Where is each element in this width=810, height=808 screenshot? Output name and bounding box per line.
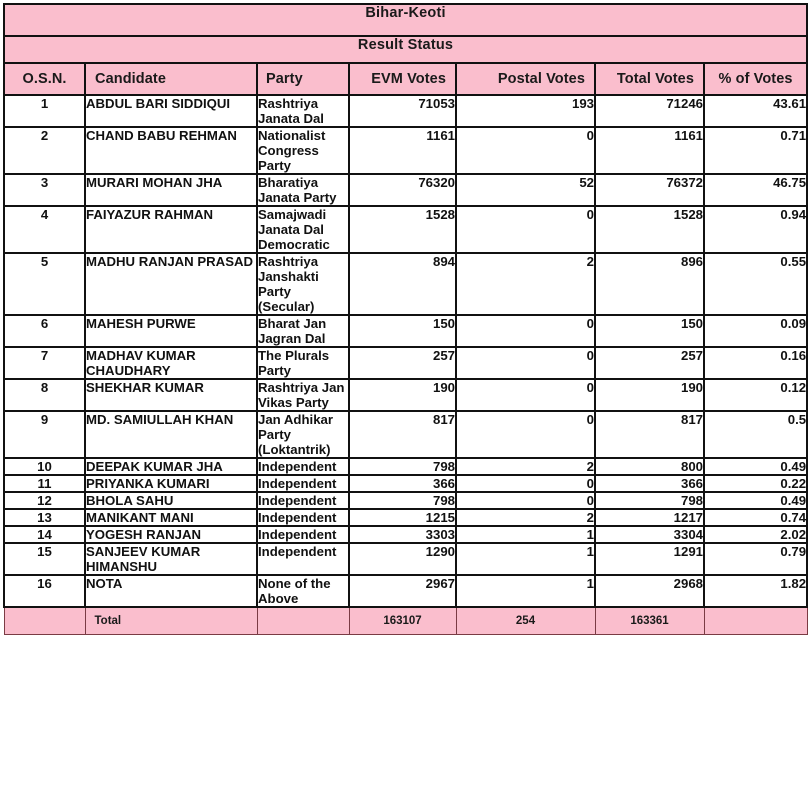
- cell-candidate: SANJEEV KUMAR HIMANSHU: [85, 543, 257, 575]
- cell-party: Samajwadi Janata Dal Democratic: [257, 206, 349, 253]
- cell-total-votes: 1161: [595, 127, 704, 174]
- cell-total-votes: 2968: [595, 575, 704, 607]
- cell-total-votes: 1291: [595, 543, 704, 575]
- column-header-postal-votes: Postal Votes: [456, 63, 595, 95]
- cell-percent-votes: 0.5: [704, 411, 807, 458]
- cell-total-votes: 896: [595, 253, 704, 315]
- cell-percent-votes: 0.09: [704, 315, 807, 347]
- cell-candidate: MURARI MOHAN JHA: [85, 174, 257, 206]
- cell-candidate: CHAND BABU REHMAN: [85, 127, 257, 174]
- cell-evm-votes: 1290: [349, 543, 456, 575]
- cell-evm-votes: 1528: [349, 206, 456, 253]
- cell-percent-votes: 0.49: [704, 492, 807, 509]
- cell-osn: 1: [4, 95, 85, 127]
- cell-percent-votes: 0.71: [704, 127, 807, 174]
- cell-candidate: SHEKHAR KUMAR: [85, 379, 257, 411]
- title-row: [4, 4, 807, 36]
- cell-total-votes: 800: [595, 458, 704, 475]
- cell-evm-votes: 3303: [349, 526, 456, 543]
- table-row: [4, 253, 807, 315]
- cell-candidate: MANIKANT MANI: [85, 509, 257, 526]
- table-row: [4, 315, 807, 347]
- column-header-party: Party: [257, 63, 349, 95]
- cell-party: Rashtriya Janshakti Party (Secular): [257, 253, 349, 315]
- cell-total-votes: 150: [595, 315, 704, 347]
- cell-postal-votes: 1: [456, 575, 595, 607]
- cell-total-votes: 1528: [595, 206, 704, 253]
- cell-evm-votes: 894: [349, 253, 456, 315]
- cell-party: Bharatiya Janata Party: [257, 174, 349, 206]
- cell-postal-votes: 0: [456, 379, 595, 411]
- table-row: [4, 458, 807, 475]
- table-row: [4, 509, 807, 526]
- cell-osn: 13: [4, 509, 85, 526]
- cell-evm-votes: 366: [349, 475, 456, 492]
- cell-candidate: YOGESH RANJAN: [85, 526, 257, 543]
- cell-total-votes: 71246: [595, 95, 704, 127]
- column-header-total-votes: Total Votes: [595, 63, 704, 95]
- cell-total-votes: 1217: [595, 509, 704, 526]
- cell-osn: 7: [4, 347, 85, 379]
- cell-osn: 5: [4, 253, 85, 315]
- cell-candidate: MADHAV KUMAR CHAUDHARY: [85, 347, 257, 379]
- table-row: [4, 206, 807, 253]
- cell-candidate: NOTA: [85, 575, 257, 607]
- table-row: [4, 475, 807, 492]
- cell-candidate: BHOLA SAHU: [85, 492, 257, 509]
- cell-total-votes: 798: [595, 492, 704, 509]
- cell-party: Independent: [257, 526, 349, 543]
- table-row: [4, 95, 807, 127]
- result-status-label: Result Status: [4, 36, 807, 63]
- total-percent-votes: [704, 607, 807, 635]
- cell-evm-votes: 257: [349, 347, 456, 379]
- cell-total-votes: 3304: [595, 526, 704, 543]
- table-row: [4, 492, 807, 509]
- cell-candidate: FAIYAZUR RAHMAN: [85, 206, 257, 253]
- cell-osn: 6: [4, 315, 85, 347]
- cell-evm-votes: 2967: [349, 575, 456, 607]
- table-row: [4, 127, 807, 174]
- table-row: [4, 575, 807, 607]
- cell-osn: 3: [4, 174, 85, 206]
- cell-postal-votes: 0: [456, 347, 595, 379]
- column-header-candidate: Candidate: [85, 63, 257, 95]
- cell-postal-votes: 0: [456, 475, 595, 492]
- cell-percent-votes: 0.22: [704, 475, 807, 492]
- cell-evm-votes: 150: [349, 315, 456, 347]
- cell-total-votes: 817: [595, 411, 704, 458]
- cell-postal-votes: 1: [456, 543, 595, 575]
- cell-total-votes: 190: [595, 379, 704, 411]
- cell-party: Jan Adhikar Party (Loktantrik): [257, 411, 349, 458]
- table-row: [4, 543, 807, 575]
- cell-postal-votes: 0: [456, 206, 595, 253]
- table-row: [4, 526, 807, 543]
- cell-party: Independent: [257, 543, 349, 575]
- total-cell-party: [257, 607, 349, 635]
- cell-party: The Plurals Party: [257, 347, 349, 379]
- cell-party: Rashtriya Janata Dal: [257, 95, 349, 127]
- cell-evm-votes: 71053: [349, 95, 456, 127]
- cell-percent-votes: 0.12: [704, 379, 807, 411]
- column-header-evm-votes: EVM Votes: [349, 63, 456, 95]
- cell-percent-votes: 0.49: [704, 458, 807, 475]
- cell-candidate: DEEPAK KUMAR JHA: [85, 458, 257, 475]
- cell-percent-votes: 0.74: [704, 509, 807, 526]
- cell-evm-votes: 76320: [349, 174, 456, 206]
- cell-evm-votes: 798: [349, 458, 456, 475]
- cell-postal-votes: 2: [456, 458, 595, 475]
- cell-percent-votes: 46.75: [704, 174, 807, 206]
- cell-party: None of the Above: [257, 575, 349, 607]
- cell-postal-votes: 52: [456, 174, 595, 206]
- cell-percent-votes: 1.82: [704, 575, 807, 607]
- column-header-percent-votes: % of Votes: [704, 63, 807, 95]
- cell-postal-votes: 0: [456, 492, 595, 509]
- cell-postal-votes: 0: [456, 315, 595, 347]
- total-label: Total: [85, 607, 257, 635]
- cell-party: Independent: [257, 475, 349, 492]
- table-body: [4, 4, 807, 635]
- cell-osn: 14: [4, 526, 85, 543]
- cell-osn: 10: [4, 458, 85, 475]
- cell-percent-votes: 0.55: [704, 253, 807, 315]
- cell-osn: 4: [4, 206, 85, 253]
- column-header-osn: O.S.N.: [4, 63, 85, 95]
- cell-postal-votes: 1: [456, 526, 595, 543]
- cell-total-votes: 76372: [595, 174, 704, 206]
- cell-evm-votes: 190: [349, 379, 456, 411]
- table-row: [4, 174, 807, 206]
- cell-candidate: MADHU RANJAN PRASAD: [85, 253, 257, 315]
- cell-total-votes: 257: [595, 347, 704, 379]
- cell-osn: 16: [4, 575, 85, 607]
- cell-candidate: ABDUL BARI SIDDIQUI: [85, 95, 257, 127]
- cell-postal-votes: 0: [456, 127, 595, 174]
- table-row: [4, 379, 807, 411]
- cell-osn: 8: [4, 379, 85, 411]
- cell-percent-votes: 0.16: [704, 347, 807, 379]
- cell-candidate: MD. SAMIULLAH KHAN: [85, 411, 257, 458]
- election-result-table: [3, 3, 808, 635]
- cell-osn: 9: [4, 411, 85, 458]
- cell-percent-votes: 2.02: [704, 526, 807, 543]
- cell-postal-votes: 2: [456, 253, 595, 315]
- cell-percent-votes: 43.61: [704, 95, 807, 127]
- cell-candidate: PRIYANKA KUMARI: [85, 475, 257, 492]
- table-row: [4, 347, 807, 379]
- cell-osn: 12: [4, 492, 85, 509]
- cell-party: Independent: [257, 458, 349, 475]
- cell-party: Nationalist Congress Party: [257, 127, 349, 174]
- cell-party: Bharat Jan Jagran Dal: [257, 315, 349, 347]
- constituency-title: Bihar-Keoti: [4, 4, 807, 36]
- total-cell-osn: [4, 607, 85, 635]
- total-total-votes: 163361: [595, 607, 704, 635]
- cell-percent-votes: 0.94: [704, 206, 807, 253]
- total-row: [4, 607, 807, 635]
- cell-osn: 15: [4, 543, 85, 575]
- cell-evm-votes: 1215: [349, 509, 456, 526]
- cell-party: Rashtriya Jan Vikas Party: [257, 379, 349, 411]
- cell-evm-votes: 1161: [349, 127, 456, 174]
- cell-postal-votes: 0: [456, 411, 595, 458]
- cell-evm-votes: 798: [349, 492, 456, 509]
- cell-evm-votes: 817: [349, 411, 456, 458]
- cell-osn: 11: [4, 475, 85, 492]
- total-evm-votes: 163107: [349, 607, 456, 635]
- subtitle-row: [4, 36, 807, 63]
- table-row: [4, 411, 807, 458]
- cell-party: Independent: [257, 509, 349, 526]
- cell-total-votes: 366: [595, 475, 704, 492]
- cell-party: Independent: [257, 492, 349, 509]
- cell-candidate: MAHESH PURWE: [85, 315, 257, 347]
- cell-osn: 2: [4, 127, 85, 174]
- cell-percent-votes: 0.79: [704, 543, 807, 575]
- cell-postal-votes: 193: [456, 95, 595, 127]
- column-header-row: [4, 63, 807, 95]
- total-postal-votes: 254: [456, 607, 595, 635]
- cell-postal-votes: 2: [456, 509, 595, 526]
